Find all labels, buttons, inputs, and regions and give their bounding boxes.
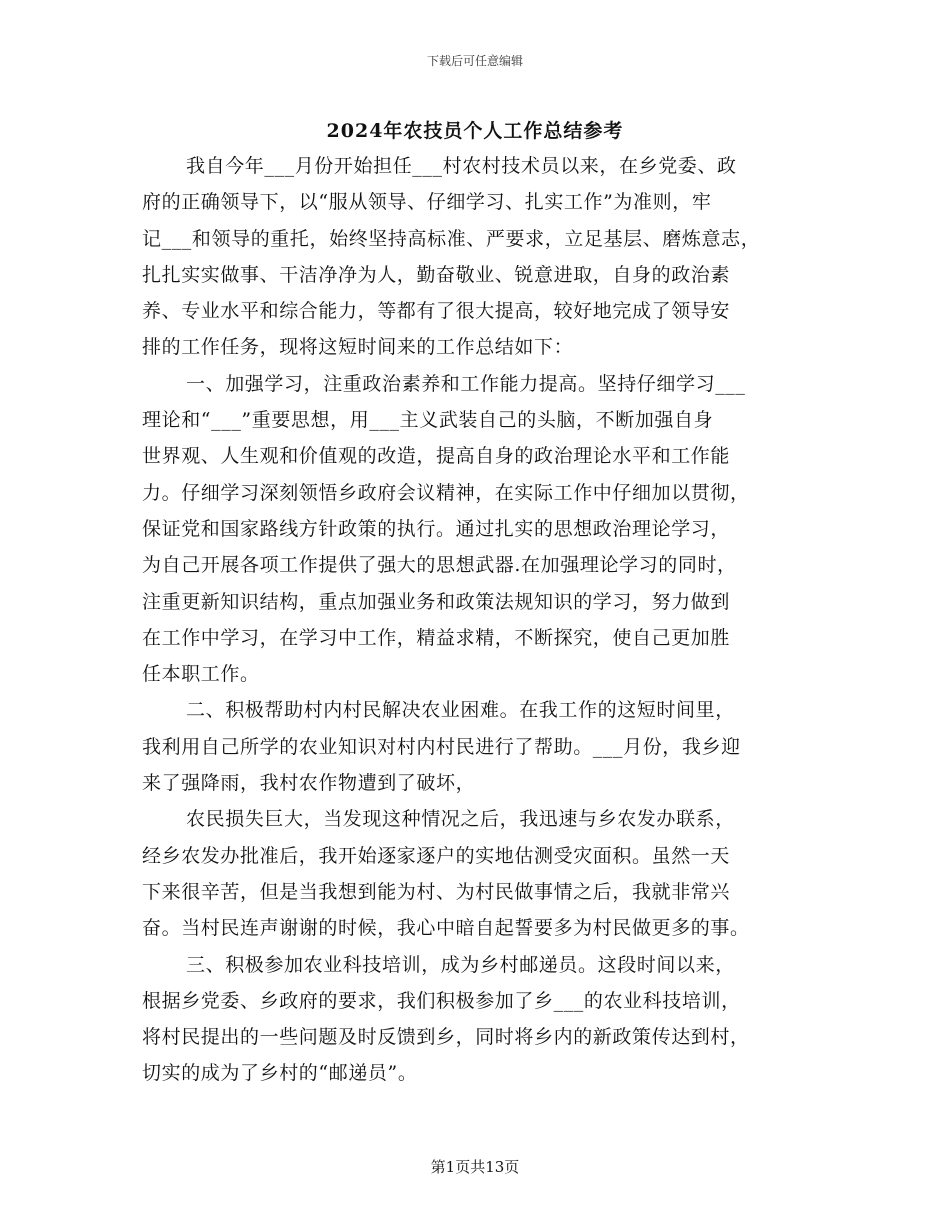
text-line: 理论和“___”重要思想，用___主义武装自己的头脑，不断加强自身 bbox=[142, 409, 714, 432]
text-line: 注重更新知识结构，重点加强业务和政策法规知识的学习，努力做到 bbox=[142, 590, 731, 613]
document-title: 2024年农技员个人工作总结参考 bbox=[326, 120, 624, 142]
text-line: 下来很辛苦，但是当我想到能为村、为村民做事情之后，我就非常兴 bbox=[142, 880, 731, 903]
text-line: 养、专业水平和综合能力，等都有了很大提高，较好地完成了领导安 bbox=[142, 300, 731, 323]
text-line: 保证党和国家路线方针政策的执行。通过扎实的思想政治理论学习， bbox=[142, 517, 731, 540]
text-line: 扎扎实实做事、干洁净净为人，勤奋敬业、锐意进取，自身的政治素 bbox=[142, 263, 731, 286]
text-line: 奋。当村民连声谢谢的时候，我心中暗自起誓要多为村民做更多的事。 bbox=[142, 917, 750, 940]
text-line: 为自己开展各项工作提供了强大的思想武器.在加强理论学习的同时， bbox=[142, 554, 737, 577]
text-line: 排的工作任务，现将这短时间来的工作总结如下： bbox=[142, 336, 574, 359]
text-line: 来了强降雨，我村农作物遭到了破坏， bbox=[142, 772, 476, 795]
text-line: 将村民提出的一些问题及时反馈到乡，同时将乡内的新政策传达到村， bbox=[142, 1026, 750, 1049]
text-line: 记___和领导的重托，始终坚持高标准、严要求，立足基层、磨炼意志， bbox=[142, 227, 761, 250]
text-line: 经乡农发办批准后，我开始逐家逐户的实地估测受灾面积。虽然一天 bbox=[142, 844, 731, 867]
text-line: 农民损失巨大，当发现这种情况之后，我迅速与乡农发办联系， bbox=[186, 808, 735, 831]
text-line: 二、积极帮助村内村民解决农业困难。在我工作的这短时间里， bbox=[186, 699, 735, 722]
document-body bbox=[142, 148, 822, 1092]
header-note: 下载后可任意编辑 bbox=[426, 54, 523, 68]
page-footer: 第1页共13页 bbox=[430, 1158, 520, 1176]
text-line: 世界观、人生观和价值观的改造，提高自身的政治理论水平和工作能 bbox=[142, 445, 731, 468]
text-line: 切实的成为了乡村的“邮递员”。 bbox=[142, 1062, 418, 1085]
text-line: 我自今年___月份开始担任___村农村技术员以来，在乡党委、政 bbox=[186, 155, 737, 177]
text-line: 根据乡党委、乡政府的要求，我们积极参加了乡___的农业科技培训， bbox=[142, 989, 741, 1012]
text-line: 三、积极参加农业科技培训，成为乡村邮递员。这段时间以来， bbox=[186, 953, 735, 976]
text-line: 在工作中学习，在学习中工作，精益求精，不断探究，使自己更加胜 bbox=[142, 626, 731, 649]
text-line: 府的正确领导下，以“服从领导、仔细学习、扎实工作”为准则，牢 bbox=[142, 191, 712, 214]
text-line: 我利用自己所学的农业知识对村内村民进行了帮助。___月份，我乡迎 bbox=[142, 735, 741, 758]
text-line: 任本职工作。 bbox=[142, 663, 260, 686]
text-line: 一、加强学习，注重政治素养和工作能力提高。坚持仔细学习___ bbox=[186, 372, 746, 395]
text-line: 力。仔细学习深刻领悟乡政府会议精神，在实际工作中仔细加以贯彻， bbox=[142, 481, 750, 504]
